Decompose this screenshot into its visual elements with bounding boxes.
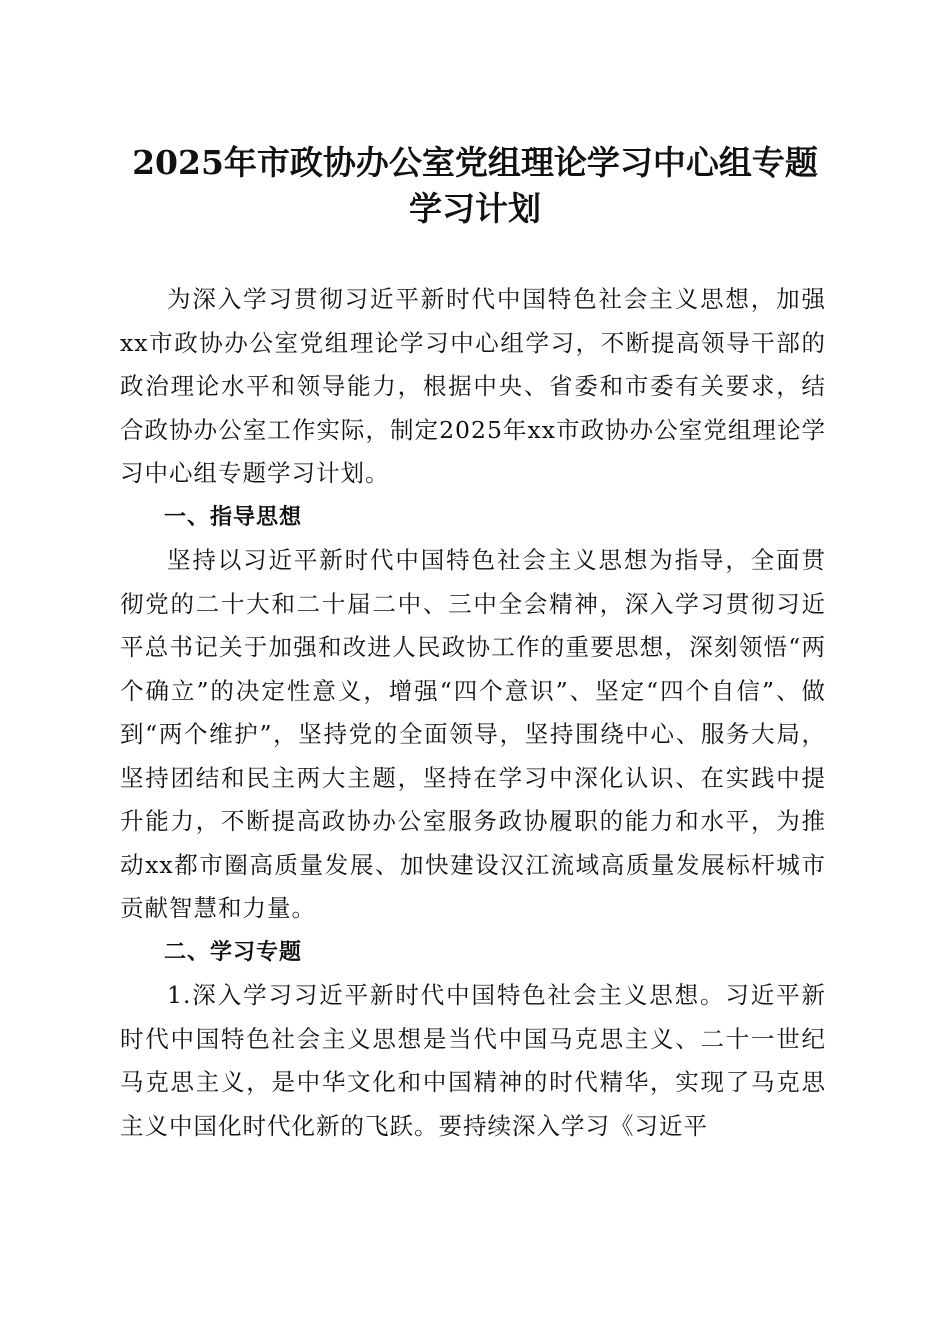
section-heading-guiding-ideology: 一、指导思想 (164, 504, 303, 530)
document-body (120, 278, 826, 1148)
section-heading-study-topics: 二、学习专题 (164, 939, 303, 965)
intro-paragraph: 为深入学习贯彻习近平新时代中国特色社会主义思想，加强xx市政协办公室党组理论学习中心组学习，不断提高领导干部的政治理论水平和领导能力，根据中央、省委和市委有关要求，结合政协办公室工作实际，制定2025年xx市政协办公室党组理论学习中心组专题学习计划。 (120, 285, 826, 487)
study-topic-item-1: 1.深入学习习近平新时代中国特色社会主义思想。习近平新时代中国特色社会主义思想是当代中国马克思主义、二十一世纪马克思主义，是中华文化和中国精神的时代精华，实现了马克思主义中国化时代化新的飞跃。要持续深入学习《习近平 (120, 981, 826, 1140)
guiding-ideology-paragraph: 坚持以习近平新时代中国特色社会主义思想为指导，全面贯彻党的二十大和二十届二中、三中全会精神，深入学习贯彻习近平总书记关于加强和改进人民政协工作的重要思想，深刻领悟“两个确立”的决定性意义，增强“四个意识”、坚定“四个自信”、做到“两个维护”，坚持党的全面领导，坚持围绕中心、服务大局，坚持团结和民主两大主题，坚持在学习中深化认识、在实践中提升能力，不断提高政协办公室服务政协履职的能力和水平，为推动xx都市圈高质量发展、加快建设汉江流域高质量发展标杆城市贡献智慧和力量。 (120, 546, 826, 922)
page-title: 2025年市政协办公室党组理论学习中心组专题学习计划 (132, 143, 818, 228)
